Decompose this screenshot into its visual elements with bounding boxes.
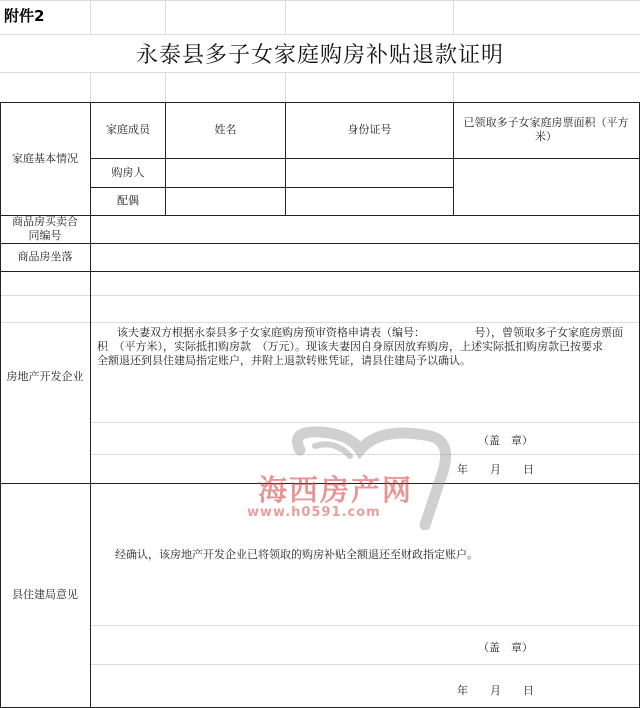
developer-statement-line-2: 积 （平方米），实际抵扣购房款 （万元）。现该夫妻因自身原因放弃购房，上述实际抵扣购房款已按要求 bbox=[97, 340, 603, 353]
col-name: 姓名 bbox=[214, 123, 237, 136]
developer-statement bbox=[97, 326, 637, 368]
row-spouse-label: 配偶 bbox=[117, 194, 139, 207]
developer-statement-line-1: 该夫妻双方根据永泰县多子女家庭购房预审资格申请表（编号： 号），曾领取多子女家庭房票面 bbox=[117, 326, 623, 339]
bureau-seal: （盖 章） bbox=[478, 641, 533, 654]
developer-statement-line-3: 全额退还到县住建局指定账户，并附上退款转账凭证，请县住建局予以确认。 bbox=[97, 354, 471, 367]
developer-seal: （盖 章） bbox=[478, 434, 533, 447]
row-buyer-label: 购房人 bbox=[111, 165, 145, 179]
col-id-number: 身份证号 bbox=[347, 123, 392, 136]
developer-date: 年 月 日 bbox=[457, 463, 534, 476]
bureau-opinion-label: 县住建局意见 bbox=[12, 588, 78, 601]
watermark-brand: 海西房产网 bbox=[258, 473, 414, 507]
bureau-statement: 经确认，该房地产开发企业已将领取的购房补贴全额退还至财政指定账户。 bbox=[115, 548, 478, 561]
developer-label: 房地产开发企业 bbox=[6, 370, 84, 383]
family-section-label: 家庭基本情况 bbox=[12, 151, 78, 165]
attachment-label: 附件2 bbox=[4, 7, 45, 25]
col-family-member: 家庭成员 bbox=[106, 123, 150, 136]
col-ticket-area: 已领取多子女家庭房票面积（平方米） bbox=[463, 116, 629, 143]
contract-number-label: 商品房买卖合同编号 bbox=[12, 215, 78, 242]
watermark-url: www.h0591.com bbox=[247, 505, 381, 520]
property-location-label: 商品房坐落 bbox=[17, 250, 73, 263]
document-title: 永泰县多子女家庭购房补贴退款证明 bbox=[135, 43, 504, 68]
bureau-date: 年 月 日 bbox=[457, 684, 534, 697]
